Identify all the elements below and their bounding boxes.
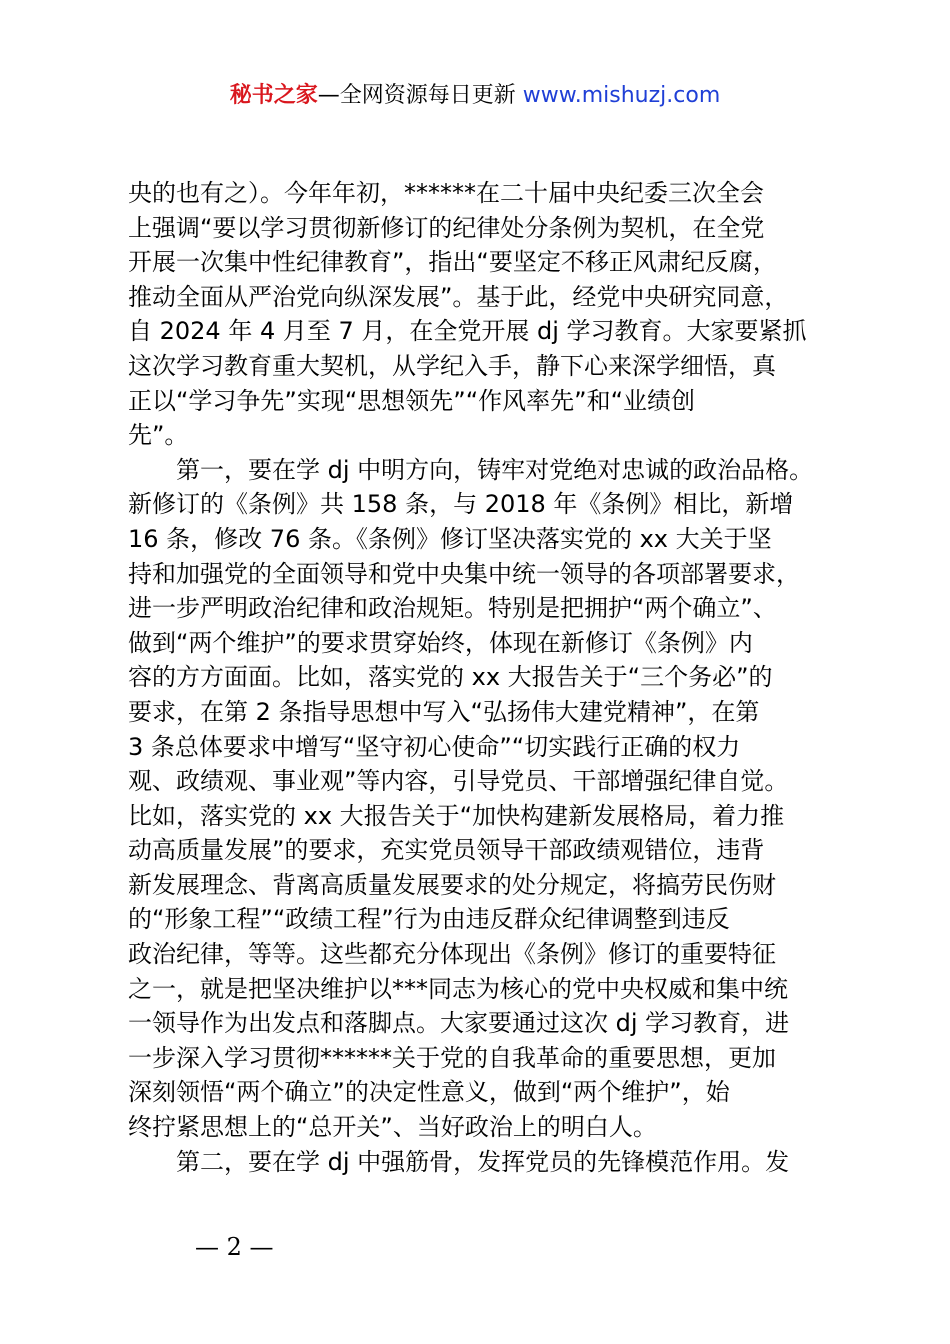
text-line: 要求，在第 2 条指导思想中写入“弘扬伟大建党精神”，在第 xyxy=(128,697,760,726)
text-line: 新修订的《条例》共 158 条，与 2018 年《条例》相比，新增 xyxy=(128,490,794,519)
paragraph-first-line: 第一，要在学 dj 中明方向，铸牢对党绝对忠诚的政治品格。 xyxy=(176,455,814,484)
text-line: 之一，就是把坚决维护以***同志为核心的党中央权威和集中统 xyxy=(128,974,788,1003)
site-url-link[interactable]: www.mishuzj.com xyxy=(522,83,721,108)
text-line: 先”。 xyxy=(128,421,189,450)
text-line: 正以“学习争先”实现“思想领先”“作风率先”和“业绩创 xyxy=(128,386,696,415)
text-line: 开展一次集中性纪律教育”，指出“要坚定不移正风肃纪反腐， xyxy=(128,248,777,277)
text-line: 自 2024 年 4 月至 7 月，在全党开展 dj 学习教育。大家要紧抓 xyxy=(128,317,807,346)
text-line: 推动全面从严治党向纵深发展”。基于此，经党中央研究同意， xyxy=(128,282,789,311)
site-brand: 秘书之家 xyxy=(229,83,318,108)
text-line: 央的也有之）。今年年初，******在二十届中央纪委三次全会 xyxy=(128,179,764,207)
text-line: 进一步严明政治纪律和政治规矩。特别是把拥护“两个确立”、 xyxy=(128,594,777,623)
text-line: 做到“两个维护”的要求贯穿始终，体现在新修订《条例》内 xyxy=(128,628,753,657)
text-line: 一步深入学习贯彻******关于党的自我革命的重要思想，更加 xyxy=(128,1043,776,1072)
document-body xyxy=(128,176,828,1179)
text-line: 政治纪律，等等。这些都充分体现出《条例》修订的重要特征 xyxy=(128,940,776,969)
text-line: 深刻领悟“两个确立”的决定性意义，做到“两个维护”，始 xyxy=(128,1078,730,1107)
text-line: 的“形象工程”“政绩工程”行为由违反群众纪律调整到违反 xyxy=(128,905,730,934)
text-line: 观、政绩观、事业观”等内容，引导党员、干部增强纪律自觉。 xyxy=(128,767,789,796)
text-line: 动高质量发展”的要求，充实党员领导干部政绩观错位，违背 xyxy=(128,836,765,865)
text-line: 持和加强党的全面领导和党中央集中统一领导的各项部署要求， xyxy=(128,559,800,588)
text-line: 一领导作为出发点和落脚点。大家要通过这次 dj 学习教育，进 xyxy=(128,1009,790,1038)
text-line: 3 条总体要求中增写“坚守初心使命”“切实践行正确的权力 xyxy=(128,732,741,761)
text-line: 这次学习教育重大契机，从学纪入手，静下心来深学细悟，真 xyxy=(128,351,776,380)
site-header xyxy=(0,80,950,112)
text-line: 终拧紧思想上的“总开关”、当好政治上的明白人。 xyxy=(128,1113,657,1142)
page-number: — 2 — xyxy=(195,1233,274,1261)
site-slogan: —全网资源每日更新 xyxy=(317,83,523,108)
text-line: 上强调“要以学习贯彻新修订的纪律处分条例为契机，在全党 xyxy=(128,213,765,242)
text-line: 16 条，修改 76 条。《条例》修订坚决落实党的 xx 大关于坚 xyxy=(128,524,772,553)
paragraph-first-line: 第二，要在学 dj 中强筋骨，发挥党员的先锋模范作用。发 xyxy=(176,1147,790,1176)
text-line: 容的方方面面。比如，落实党的 xx 大报告关于“三个务必”的 xyxy=(128,663,773,692)
text-line: 比如，落实党的 xx 大报告关于“加快构建新发展格局，着力推 xyxy=(128,801,785,830)
text-line: 新发展理念、背离高质量发展要求的处分规定，将搞劳民伤财 xyxy=(128,870,776,899)
